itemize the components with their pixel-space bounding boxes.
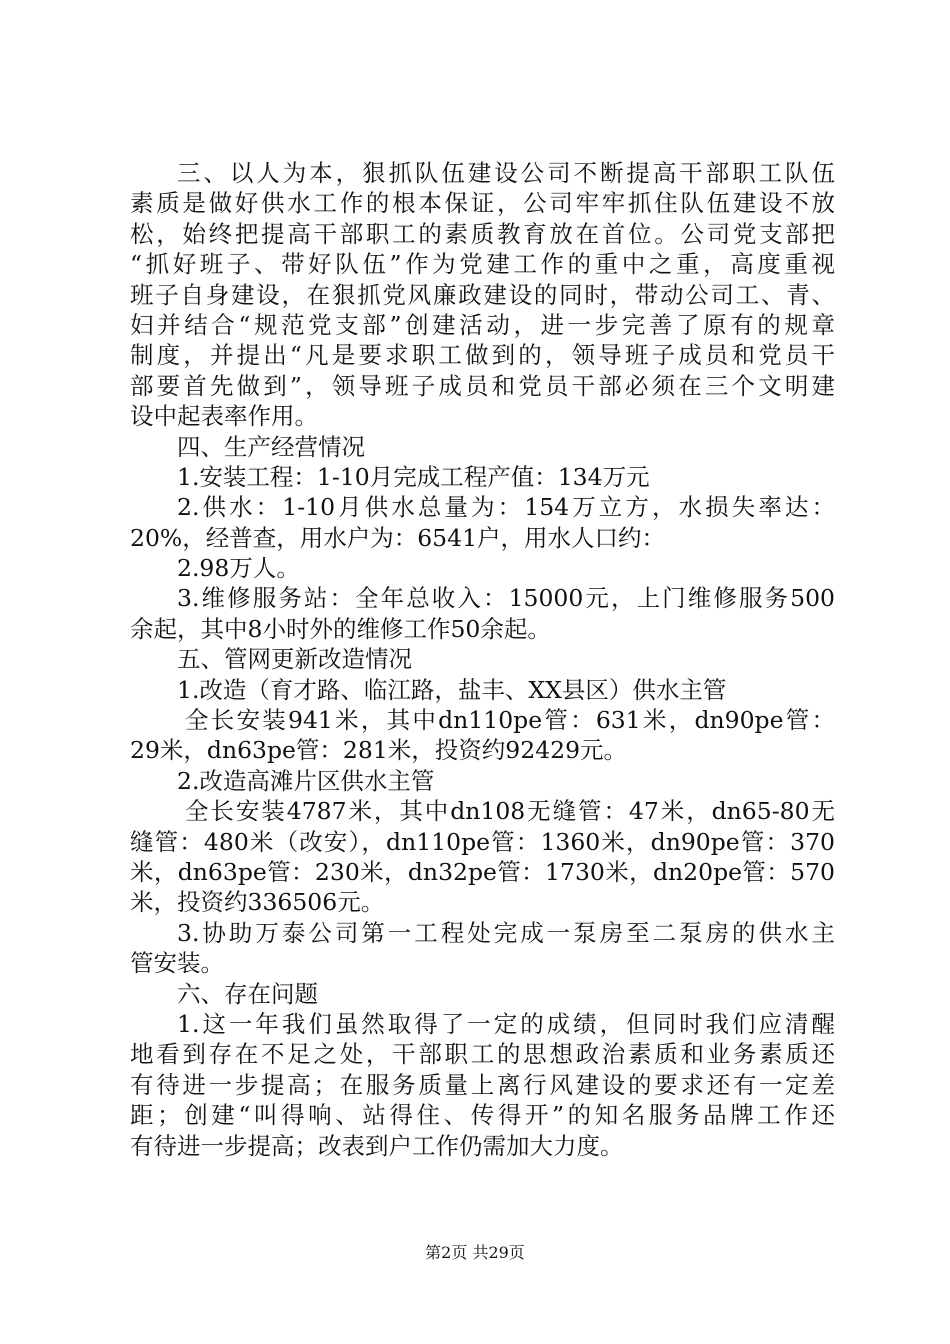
paragraph-line: 妇并结合“规范党支部”创建活动，进一步完善了原有的规章 [130, 310, 835, 339]
paragraph-line: 20%，经普查，用水户为：6541户，用水人口约： [130, 523, 666, 552]
paragraph-line: 班子自身建设，在狠抓党风廉政建设的同时，带动公司工、青、 [130, 280, 835, 309]
paragraph-line: 距；创建“叫得响、站得住、传得开”的知名服务品牌工作还 [130, 1101, 835, 1130]
paragraph-line: 米，dn63pe管：230米，dn32pe管：1730米，dn20pe管：570 [130, 857, 835, 886]
paragraph-line: 全长安装4787米，其中dn108无缝管：47米，dn65-80无 [185, 797, 835, 826]
paragraph-line: 制度，并提出“凡是要求职工做到的，领导班子成员和党员干 [130, 341, 835, 370]
paragraph-line: 2.改造高滩片区供水主管 [177, 766, 435, 795]
document-body [130, 158, 835, 1161]
section-heading: 四、生产经营情况 [177, 432, 365, 461]
paragraph-line: 3.协助万泰公司第一工程处完成一泵房至二泵房的供水主 [177, 918, 835, 947]
paragraph-line: 缝管：480米（改安），dn110pe管：1360米，dn90pe管：370 [130, 827, 835, 856]
paragraph-line: 29米，dn63pe管：281米，投资约92429元。 [130, 736, 628, 765]
paragraph-line: 2.供水：1-10月供水总量为：154万立方，水损失率达： [177, 493, 835, 522]
page-number-footer: 第2页 共29页 [425, 1243, 525, 1262]
paragraph-line: 2.98万人。 [177, 554, 300, 583]
paragraph-line: 1.这一年我们虽然取得了一定的成绩，但同时我们应清醒 [177, 1009, 835, 1038]
paragraph-line: 余起，其中8小时外的维修工作50余起。 [130, 614, 551, 643]
paragraph-line: 3.维修服务站：全年总收入：15000元，上门维修服务500 [177, 584, 835, 613]
paragraph-line: “抓好班子、带好队伍”作为党建工作的重中之重，高度重视 [130, 250, 835, 279]
paragraph-line: 素质是做好供水工作的根本保证，公司牢牢抓住队伍建设不放 [130, 189, 835, 218]
paragraph-line: 设中起表率作用。 [130, 402, 318, 431]
section-heading: 六、存在问题 [177, 979, 318, 1008]
paragraph-line: 有待进一步提高；改表到户工作仍需加大力度。 [130, 1131, 624, 1160]
paragraph-line: 米，投资约336506元。 [130, 888, 385, 917]
paragraph-line: 管安装。 [130, 949, 224, 978]
paragraph-line: 1.安装工程：1-10月完成工程产值：134万元 [177, 462, 650, 491]
paragraph-line: 三、以人为本，狠抓队伍建设公司不断提高干部职工队伍 [177, 159, 835, 187]
section-heading: 五、管网更新改造情况 [177, 645, 412, 674]
paragraph-line: 1.改造（育才路、临江路，盐丰、XX县区）供水主管 [177, 675, 727, 704]
paragraph-line: 有待进一步提高；在服务质量上离行风建设的要求还有一定差 [130, 1070, 835, 1099]
paragraph-line: 松，始终把提高干部职工的素质教育放在首位。公司党支部把 [130, 219, 835, 248]
paragraph-line: 地看到存在不足之处，干部职工的思想政治素质和业务素质还 [130, 1040, 835, 1069]
paragraph-line: 全长安装941米，其中dn110pe管：631米，dn90pe管： [185, 706, 835, 735]
paragraph-line: 部要首先做到”，领导班子成员和党员干部必须在三个文明建 [130, 371, 835, 400]
